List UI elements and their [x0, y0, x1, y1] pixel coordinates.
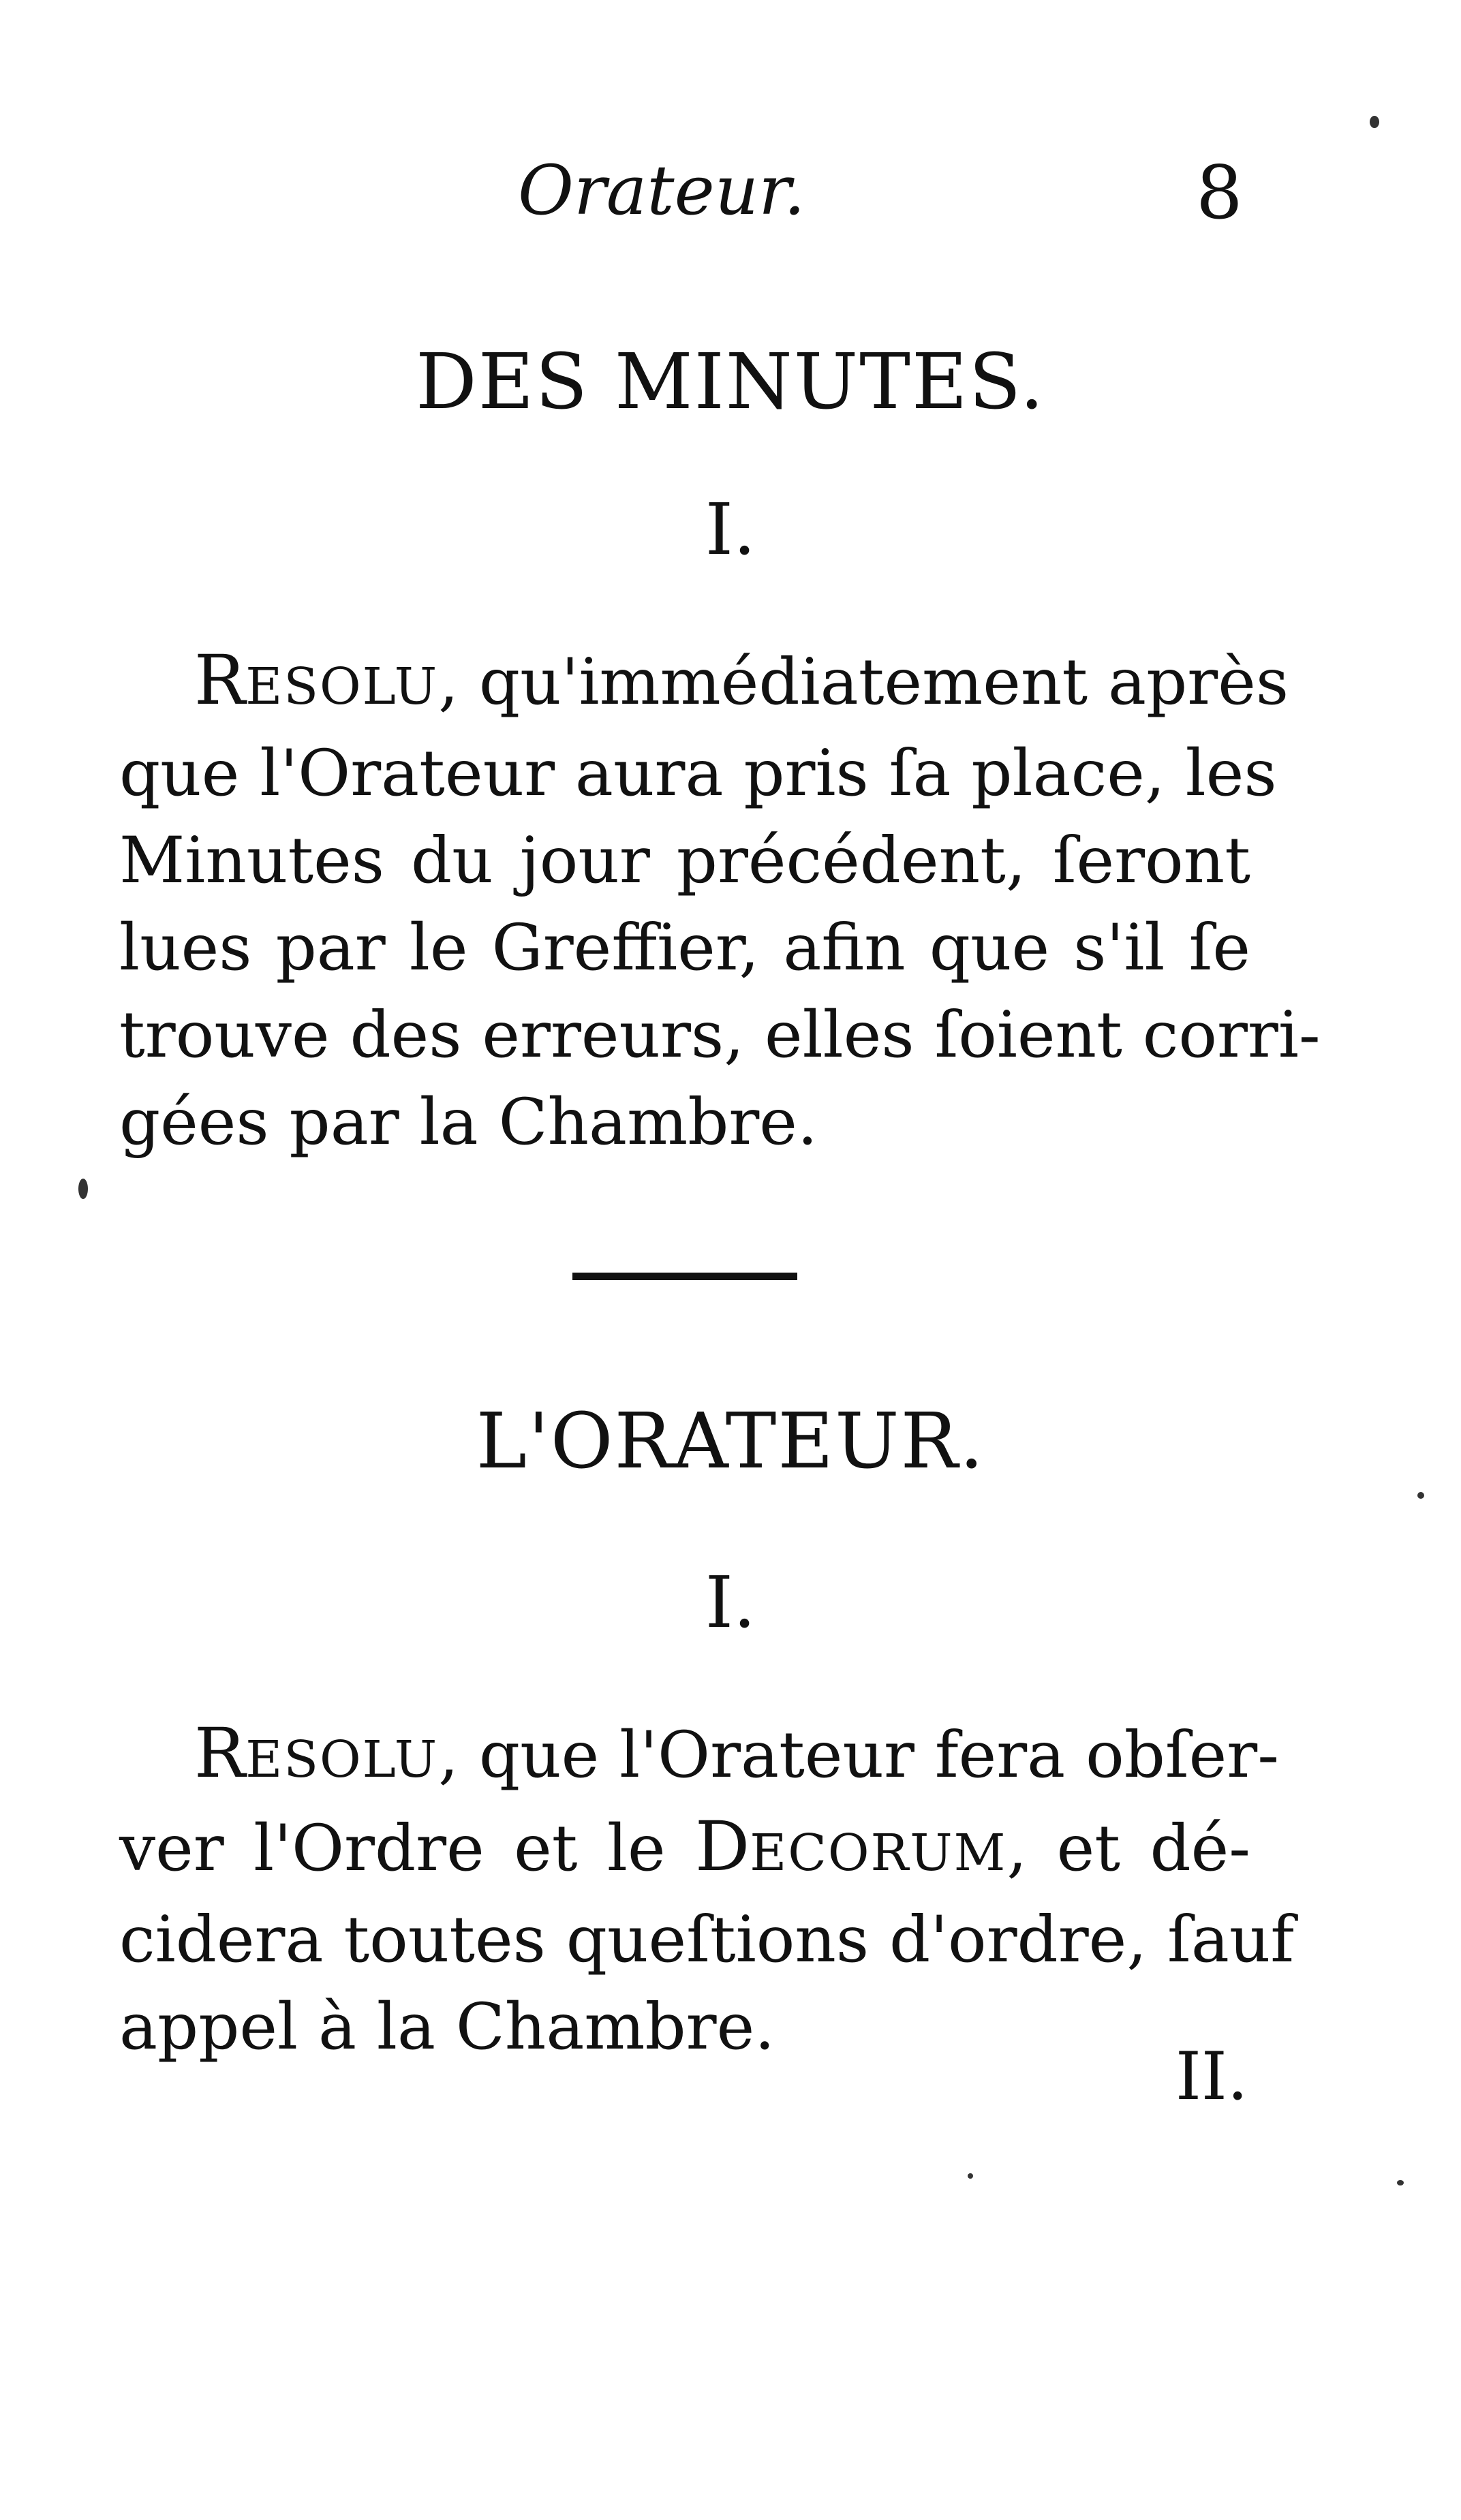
paragraph-line: Minutes du jour précédent, ſeront — [119, 824, 1250, 898]
print-speck — [78, 1179, 88, 1199]
paragraph-line: cidera toutes queſtions d'ordre, ſauf — [119, 1903, 1295, 1977]
print-speck — [1397, 2180, 1404, 2185]
section-title-orateur: L'ORATEUR. — [476, 1397, 985, 1486]
paragraph-line: gées par la Chambre. — [119, 1085, 818, 1160]
lead-small-caps: ESOLU — [245, 657, 439, 716]
page-number: 8 — [1196, 151, 1243, 236]
section-number: I. — [705, 488, 756, 571]
paragraph-line: ver l'Ordre et le DECORUM, et dé- — [119, 1807, 1251, 1886]
lead-small-caps: ESOLU — [245, 1730, 439, 1789]
paragraph-line: RESOLU, que l'Orateur fera obſer- — [194, 1713, 1279, 1793]
lead-capital: R — [194, 640, 246, 720]
paragraph-line: trouve des erreurs, elles ſoient corri- — [119, 998, 1321, 1072]
paragraph-line: RESOLU, qu'immédiatement après — [194, 640, 1289, 720]
lead-capital: R — [194, 1713, 246, 1793]
paragraph-line: appel à la Chambre. — [119, 1990, 775, 2064]
print-speck — [1417, 1492, 1424, 1499]
running-title: Orateur. — [518, 151, 805, 230]
paragraph-minutes — [119, 637, 1321, 1166]
paragraph-line: lues par le Greffier, afin que s'il ſe — [119, 911, 1250, 985]
decorum-capital: D — [695, 1807, 750, 1886]
section-title-minutes: DES MINUTES. — [416, 338, 1045, 426]
paragraph-line: que l'Orateur aura pris ſa place, les — [119, 736, 1277, 811]
section-divider-rule — [572, 1273, 797, 1280]
print-speck — [968, 2173, 973, 2179]
section-number: I. — [705, 1561, 756, 1644]
catchword: II. — [1175, 2038, 1248, 2115]
paragraph-orateur — [119, 1710, 1295, 2071]
decorum-small-caps: ECORUM — [750, 1824, 1007, 1882]
print-speck — [1370, 116, 1379, 128]
